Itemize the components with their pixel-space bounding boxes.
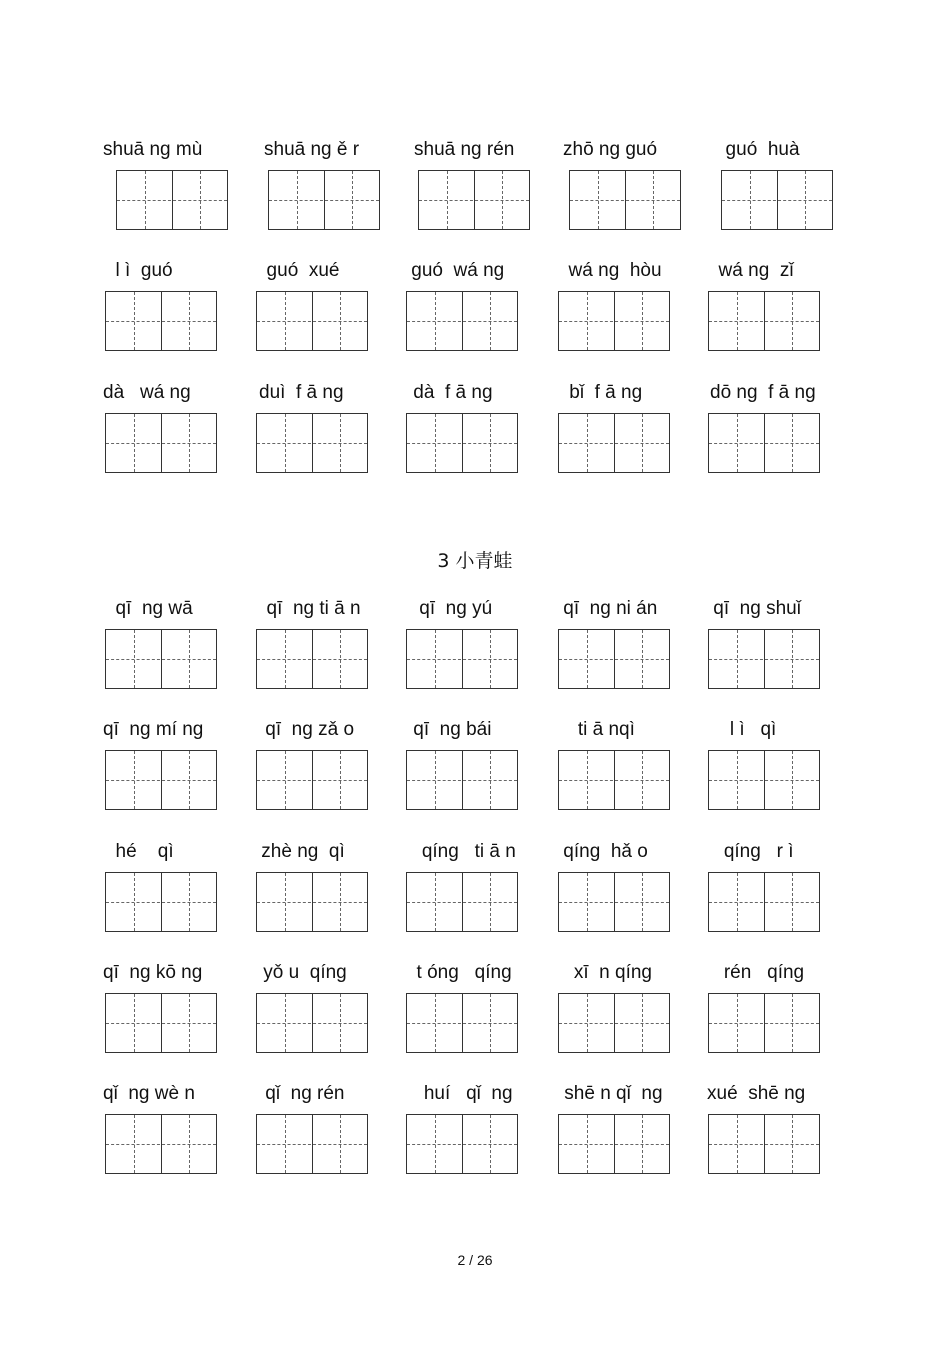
writing-grid[interactable] bbox=[406, 993, 518, 1053]
pinyin-prompt: dà f ā ng bbox=[408, 382, 493, 403]
pinyin-prompt: qíng hǎ o bbox=[558, 841, 648, 862]
writing-grid[interactable] bbox=[708, 291, 820, 351]
pinyin-prompt: qíng r ì bbox=[708, 841, 794, 862]
pinyin-prompt: yǒ u qíng bbox=[258, 962, 347, 983]
writing-grid[interactable] bbox=[256, 993, 368, 1053]
pinyin-prompt: qíng ti ā n bbox=[406, 841, 516, 862]
pinyin-prompt: shē n qǐ ng bbox=[559, 1083, 663, 1104]
pinyin-prompt: guó xué bbox=[256, 260, 340, 281]
pinyin-prompt: hé qì bbox=[105, 841, 174, 862]
pinyin-prompt: shuā ng ě r bbox=[264, 139, 360, 160]
pinyin-prompt: xī n qíng bbox=[558, 962, 652, 983]
pinyin-prompt: zhō ng guó bbox=[563, 139, 658, 160]
pinyin-prompt: shuā ng rén bbox=[414, 139, 515, 160]
writing-grid[interactable] bbox=[105, 1114, 217, 1174]
writing-grid[interactable] bbox=[708, 872, 820, 932]
writing-grid[interactable] bbox=[406, 872, 518, 932]
writing-grid[interactable] bbox=[105, 872, 217, 932]
writing-grid[interactable] bbox=[708, 629, 820, 689]
pinyin-prompt: dà wá ng bbox=[103, 382, 191, 403]
lesson-title: 3 小青蛙 bbox=[437, 550, 513, 572]
page-number: 2 / 26 bbox=[457, 1252, 493, 1268]
writing-grid[interactable] bbox=[569, 170, 681, 230]
pinyin-prompt: ti ā nqì bbox=[562, 719, 635, 740]
pinyin-prompt: wá ng zǐ bbox=[708, 260, 794, 281]
pinyin-prompt: qī ng shuǐ bbox=[708, 598, 801, 619]
pinyin-prompt: rén qíng bbox=[708, 962, 805, 983]
writing-grid[interactable] bbox=[418, 170, 530, 230]
writing-grid[interactable] bbox=[406, 413, 518, 473]
writing-grid[interactable] bbox=[708, 993, 820, 1053]
writing-grid[interactable] bbox=[558, 1114, 670, 1174]
writing-grid[interactable] bbox=[268, 170, 380, 230]
pinyin-prompt: t óng qíng bbox=[406, 962, 512, 983]
writing-grid[interactable] bbox=[256, 413, 368, 473]
writing-grid[interactable] bbox=[256, 629, 368, 689]
writing-grid[interactable] bbox=[105, 993, 217, 1053]
exercise-row bbox=[0, 1082, 950, 1192]
pinyin-prompt: qī ng mí ng bbox=[103, 719, 204, 740]
writing-grid[interactable] bbox=[558, 872, 670, 932]
pinyin-prompt: dō ng f ā ng bbox=[710, 382, 816, 403]
pinyin-prompt: l ì guó bbox=[105, 260, 173, 281]
writing-grid[interactable] bbox=[558, 291, 670, 351]
pinyin-prompt: qī ng ti ā n bbox=[256, 598, 361, 619]
pinyin-prompt: guó huà bbox=[715, 139, 800, 160]
pinyin-prompt: bǐ f ā ng bbox=[564, 382, 643, 403]
writing-grid[interactable] bbox=[558, 413, 670, 473]
writing-grid[interactable] bbox=[105, 291, 217, 351]
writing-grid[interactable] bbox=[256, 750, 368, 810]
exercise-row bbox=[0, 961, 950, 1071]
writing-grid[interactable] bbox=[256, 291, 368, 351]
writing-grid[interactable] bbox=[558, 750, 670, 810]
pinyin-prompt: guó wá ng bbox=[406, 260, 505, 281]
writing-grid[interactable] bbox=[406, 750, 518, 810]
writing-grid[interactable] bbox=[406, 629, 518, 689]
exercise-row bbox=[0, 259, 950, 369]
writing-grid[interactable] bbox=[558, 629, 670, 689]
pinyin-prompt: qī ng zǎ o bbox=[260, 719, 355, 740]
pinyin-prompt: qī ng bái bbox=[408, 719, 492, 740]
pinyin-prompt: qī ng ni án bbox=[558, 598, 658, 619]
exercise-row bbox=[0, 718, 950, 828]
writing-grid[interactable] bbox=[708, 750, 820, 810]
exercise-row bbox=[0, 138, 950, 248]
exercise-row bbox=[0, 381, 950, 491]
writing-grid[interactable] bbox=[406, 1114, 518, 1174]
pinyin-prompt: l ì qì bbox=[714, 719, 777, 740]
pinyin-prompt: zhè ng qì bbox=[256, 841, 345, 862]
pinyin-prompt: huí qǐ ng bbox=[408, 1083, 513, 1104]
writing-grid[interactable] bbox=[708, 1114, 820, 1174]
writing-grid[interactable] bbox=[558, 993, 670, 1053]
pinyin-prompt: qǐ ng wè n bbox=[103, 1083, 195, 1104]
writing-grid[interactable] bbox=[708, 413, 820, 473]
pinyin-prompt: qǐ ng rén bbox=[260, 1083, 345, 1104]
pinyin-prompt: duì f ā ng bbox=[259, 382, 344, 403]
pinyin-prompt: shuā ng mù bbox=[103, 139, 203, 160]
pinyin-prompt: qī ng wā bbox=[105, 598, 193, 619]
writing-grid[interactable] bbox=[105, 413, 217, 473]
writing-grid[interactable] bbox=[105, 750, 217, 810]
pinyin-prompt: qī ng kō ng bbox=[103, 962, 203, 983]
writing-grid[interactable] bbox=[721, 170, 833, 230]
exercise-row bbox=[0, 597, 950, 707]
pinyin-prompt: xué shē ng bbox=[707, 1083, 806, 1104]
exercise-row bbox=[0, 840, 950, 950]
writing-grid[interactable] bbox=[116, 170, 228, 230]
writing-grid[interactable] bbox=[256, 872, 368, 932]
writing-grid[interactable] bbox=[105, 629, 217, 689]
writing-grid[interactable] bbox=[406, 291, 518, 351]
pinyin-prompt: wá ng hòu bbox=[558, 260, 662, 281]
pinyin-prompt: qī ng yú bbox=[414, 598, 493, 619]
writing-grid[interactable] bbox=[256, 1114, 368, 1174]
